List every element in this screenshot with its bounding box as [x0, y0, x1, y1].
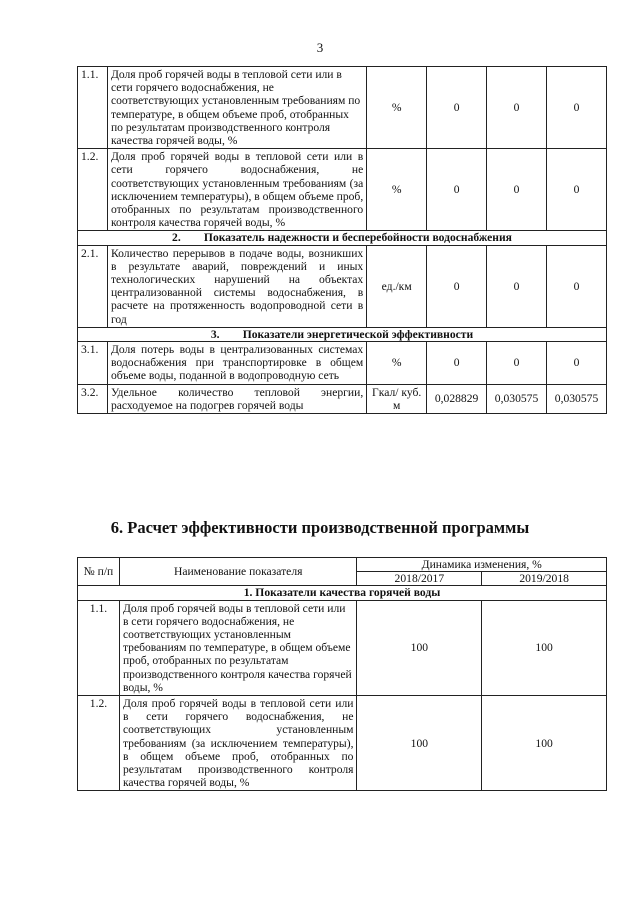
value-cell: 0,028829 [427, 384, 487, 413]
section-row [78, 231, 607, 245]
indicator-name: Доля потерь воды в централизованных системах водоснабжения при транспортировке в общем объеме воды, поданной в водопроводную сеть [107, 342, 366, 385]
unit-cell: % [367, 342, 427, 385]
value-cell: 100 [357, 600, 482, 695]
table-row [78, 384, 607, 413]
row-number: 1.2. [78, 149, 108, 231]
value-cell: 0 [427, 342, 487, 385]
section-heading: 6. Расчет эффективности производственной программы [110, 518, 530, 537]
unit-cell: ед./км [367, 245, 427, 327]
value-cell: 0 [547, 67, 607, 149]
unit-cell: Гкал/ куб. м [367, 384, 427, 413]
indicator-name: Доля проб горячей воды в тепловой сети или в сети горячего водоснабжения, не соответствующих установленным требованиям по температуре, в общем объеме проб, отобранных по результатам производственного контроля качества горячей воды, % [107, 67, 366, 149]
table-row [78, 67, 607, 149]
column-header-number: № п/п [78, 558, 120, 586]
value-cell: 0,030575 [487, 384, 547, 413]
row-number: 2.1. [78, 245, 108, 327]
page-number: 3 [316, 40, 324, 55]
row-number: 1.2. [78, 696, 120, 791]
row-number: 1.1. [78, 600, 120, 695]
column-header-name: Наименование показателя [119, 558, 357, 586]
value-cell: 0 [487, 342, 547, 385]
value-cell: 0 [427, 149, 487, 231]
value-cell: 100 [482, 600, 607, 695]
section-title: 1. Показатели качества горячей воды [78, 586, 607, 600]
section-title: 2. Показатель надежности и бесперебойности водоснабжения [78, 231, 607, 245]
unit-cell: % [367, 149, 427, 231]
row-number: 3.1. [78, 342, 108, 385]
table-row [78, 696, 607, 791]
table-row [78, 149, 607, 231]
unit-cell: % [367, 67, 427, 149]
section-row [78, 327, 607, 341]
header-row [78, 558, 607, 572]
value-cell: 100 [482, 696, 607, 791]
indicator-name: Доля проб горячей воды в тепловой сети или в сети горячего водоснабжения, не соответствующих установленным требованиям (за исключением температуры), в общем объеме проб, отобранных по результатам производственного контроля качества горячей воды, % [107, 149, 366, 231]
section-title: 3. Показатели энергетической эффективности [78, 327, 607, 341]
indicators-table [77, 66, 607, 414]
value-cell: 0 [427, 67, 487, 149]
table-row [78, 600, 607, 695]
column-header-dynamics: Динамика изменения, % [357, 558, 607, 572]
section-row [78, 586, 607, 600]
column-header-year: 2019/2018 [482, 572, 607, 586]
indicator-name: Удельное количество тепловой энергии, расходуемое на подогрев горячей воды [107, 384, 366, 413]
value-cell: 0 [487, 149, 547, 231]
value-cell: 0,030575 [547, 384, 607, 413]
value-cell: 0 [547, 149, 607, 231]
value-cell: 0 [547, 245, 607, 327]
indicator-name: Доля проб горячей воды в тепловой сети или в сети горячего водоснабжения, не соответствующих установленным требованиям по температуре, в общем объеме проб, отобранных по результатам производственного контроля качества горячей воды, % [119, 600, 357, 695]
indicator-name: Количество перерывов в подаче воды, возникших в результате аварий, повреждений и иных технологических нарушений на объектах централизованной системы водоснабжения, в расчете на протяженность водопроводной сети в год [107, 245, 366, 327]
column-header-year: 2018/2017 [357, 572, 482, 586]
value-cell: 0 [487, 245, 547, 327]
table-row [78, 245, 607, 327]
indicator-name: Доля проб горячей воды в тепловой сети или в сети горячего водоснабжения, не соответствующих установленным требованиям (за исключением температуры), в общем объеме проб, отобранных по результатам производственного контроля качества горячей воды, % [119, 696, 357, 791]
row-number: 1.1. [78, 67, 108, 149]
value-cell: 100 [357, 696, 482, 791]
efficiency-table [77, 557, 607, 791]
row-number: 3.2. [78, 384, 108, 413]
table-row [78, 342, 607, 385]
value-cell: 0 [547, 342, 607, 385]
value-cell: 0 [427, 245, 487, 327]
value-cell: 0 [487, 67, 547, 149]
